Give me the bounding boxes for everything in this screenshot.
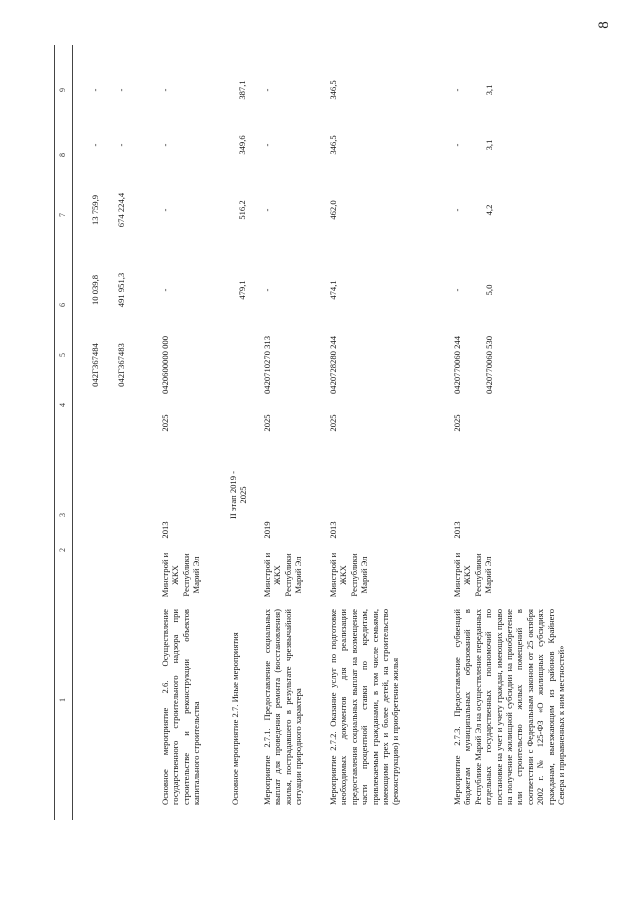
column-number-5: 5 xyxy=(58,353,67,357)
value-col7: 4,2 xyxy=(484,204,494,216)
kbk-code: 0420600000 000 xyxy=(160,336,170,395)
value-col8: - xyxy=(116,143,126,147)
column-number-4: 4 xyxy=(58,403,67,407)
end-year: 2025 xyxy=(160,414,170,432)
header-top-rule xyxy=(54,45,55,820)
value-col7: - xyxy=(160,208,170,212)
value-col9: 3,1 xyxy=(484,84,494,96)
measure-description: Основное мероприятие 2.6. Осуществление государственного строительного надзора при строительстве и реконструкции объектов капитального строительства xyxy=(160,609,202,805)
page-number: 8 xyxy=(596,21,612,29)
value-col6: - xyxy=(160,288,170,292)
value-col6: 491 951,3 xyxy=(116,272,126,308)
column-number-7: 7 xyxy=(58,213,67,217)
column-number-8: 8 xyxy=(58,153,67,157)
value-col8: 346,5 xyxy=(328,135,338,155)
executor: Минстрой и ЖКХ Республики Марий Эл xyxy=(160,552,202,598)
value-col7: 13 759,9 xyxy=(90,194,100,226)
column-number-6: 6 xyxy=(58,303,67,307)
header-bottom-rule xyxy=(72,45,73,820)
value-col7: 674 224,4 xyxy=(116,192,126,228)
value-col9: - xyxy=(90,88,100,92)
executor: Минстрой и ЖКХ Республики Марий Эл xyxy=(328,552,370,598)
value-col8: 3,1 xyxy=(484,139,494,151)
start-year: 2013 xyxy=(452,521,462,539)
value-col6: - xyxy=(262,288,272,292)
value-col7: - xyxy=(452,208,462,212)
kbk-code: 042Г367483 xyxy=(116,343,126,387)
value-col8: - xyxy=(452,143,462,147)
end-year: 2025 xyxy=(328,414,338,432)
value-col7: 516,2 xyxy=(237,200,247,220)
column-number-9: 9 xyxy=(58,88,67,92)
value-col9: - xyxy=(160,88,170,92)
column-number-1: 1 xyxy=(58,698,67,702)
value-col8: - xyxy=(262,143,272,147)
measure-description: Основное мероприятие 2.7. Иные мероприятия xyxy=(230,632,240,805)
kbk-code: 0420770060 530 xyxy=(484,336,494,395)
kbk-code: 0420770060 244 xyxy=(452,336,462,395)
value-col9: 387,1 xyxy=(237,80,247,100)
value-col6: 10 039,8 xyxy=(90,274,100,306)
value-col8: - xyxy=(90,143,100,147)
value-col6: 474,1 xyxy=(328,280,338,300)
value-col8: - xyxy=(160,143,170,147)
value-col7: 462,0 xyxy=(328,200,338,220)
column-number-3: 3 xyxy=(58,513,67,517)
implementation-stage: II этап 2019 - 2025 xyxy=(228,470,249,520)
value-col6: 5,0 xyxy=(484,284,494,296)
value-col7: - xyxy=(262,208,272,212)
value-col9: 346,5 xyxy=(328,80,338,100)
kbk-code: 042Г367484 xyxy=(90,343,100,387)
measure-description: Мероприятие 2.7.2. Оказание услуг по подготовке необходимых документов для реализации предоставления социальных выплат на возмещение части процентной ставки по кредитам, привлекаемым гражданами, в том числе семьями, имеющими трех и более детей, на строительство (реконструкцию) и приобретение жилья xyxy=(328,609,401,805)
kbk-code: 0420728280 244 xyxy=(328,336,338,395)
executor: Минстрой и ЖКХ Республики Марий Эл xyxy=(262,552,304,598)
value-col6: 479,1 xyxy=(237,280,247,300)
value-col9: - xyxy=(116,88,126,92)
value-col9: - xyxy=(262,88,272,92)
column-number-2: 2 xyxy=(58,548,67,552)
value-col9: - xyxy=(452,88,462,92)
end-year: 2025 xyxy=(262,414,272,432)
executor: Минстрой и ЖКХ Республики Марий Эл xyxy=(452,552,494,598)
kbk-code: 0420710270 313 xyxy=(262,336,272,395)
measure-description: Мероприятие 2.7.1. Предоставление социальных выплат для проведения ремонта (восстановления) жилья, пострадавшего в результате чрезвычайной ситуации природного характера xyxy=(262,609,304,805)
start-year: 2019 xyxy=(262,521,272,539)
measure-description: Мероприятие 2.7.3. Предоставление субвенций бюджетам муниципальных образований в Республике Марий Эл на осуществление переданных отдельных государственных полномочий по постановке на учет и учету граждан, имеющих право на получение жилищной субсидии на приобретение или строительство жилых помещений в соответствии с Федеральным законом от 25 октября 2002 г. № 125-ФЗ «О жилищных субсидиях гражданам, выезжающим из районов Крайнего Севера и приравненных к ним местностей» xyxy=(452,609,567,805)
end-year: 2025 xyxy=(452,414,462,432)
value-col8: 349,6 xyxy=(237,135,247,155)
value-col6: - xyxy=(452,288,462,292)
start-year: 2013 xyxy=(328,521,338,539)
start-year: 2013 xyxy=(160,521,170,539)
